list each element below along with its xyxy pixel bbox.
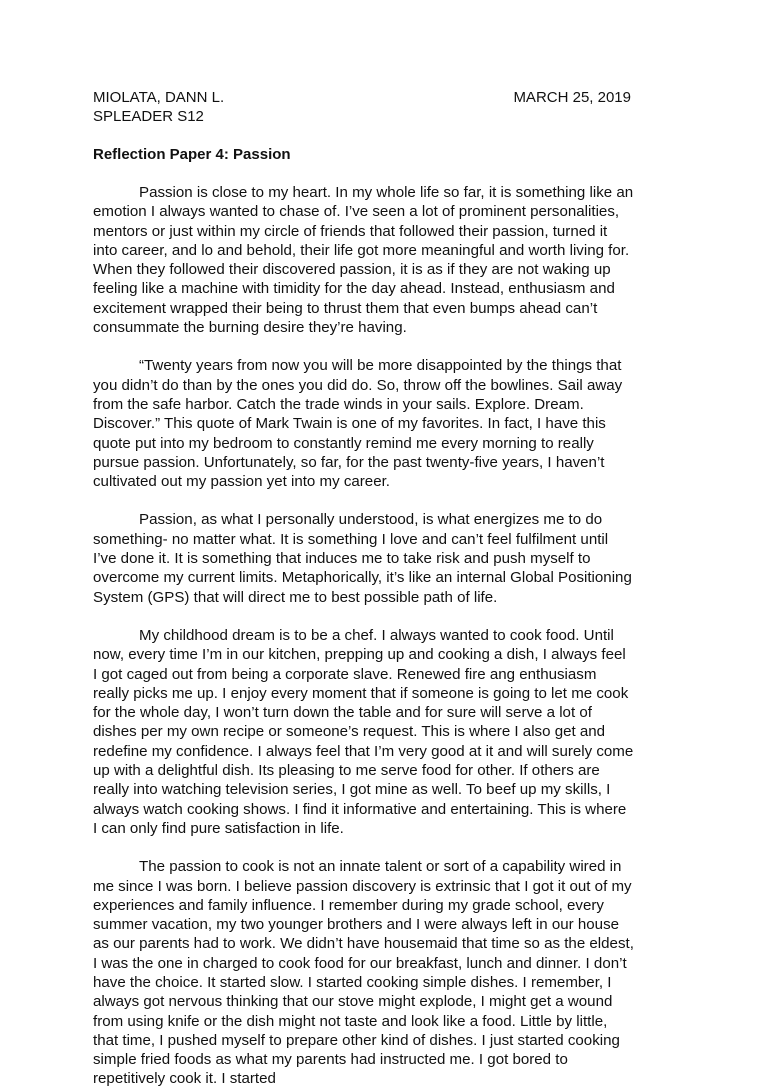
paragraph: Passion, as what I personally understood, is what energizes me to do something- no matter what. It is something I love and can’t feel fulfilment until I’ve done it. It is something that induces me to take risk and push myself to overcome my current limits. Metaphorically, it’s like an internal Global Positioning System (GPS) that will direct me to best possible path of life. — [93, 511, 632, 606]
paragraph: The passion to cook is not an innate talent or sort of a capability wired in me since I was born. I believe passion discovery is extrinsic that I got it out of my experiences and family influence. I remember during my grade school, every summer vacation, my two younger brothers and I were always left in our house as our parents had to work. We didn’t have housemaid that time so as the eldest, I was the one in charged to cook food for our breakfast, lunch and dinner. I don’t have the choice. It started slow. I started cooking simple dishes. I remember, I always got nervous thinking that our stove might explode, I might get a wound from using knife or the dish might not taste and look like a food. Little by little, that time, I pushed myself to prepare other kind of dishes. I just started cooking simple fried foods as what my parents had instructed me. I got bored to repetitively cook it. I started — [93, 858, 634, 1088]
paper-title: Reflection Paper 4: Passion — [93, 146, 291, 163]
document-date: MARCH 25, 2019 — [513, 89, 631, 106]
paragraph: My childhood dream is to be a chef. I always wanted to cook food. Until now, every time I’m in our kitchen, prepping up and cooking a dish, I always feel I got caged out from being a corporate slave. Renewed fire ang enthusiasm really picks me up. I enjoy every moment that if someone is going to let me cook for the whole day, I won’t turn down the table and for sure will serve a lot of dishes per my own recipe or someone’s request. This is where I also get and redefine my confidence. I always feel that I’m very good at it and will surely come up with a delightful dish. Its pleasing to me serve food for other. If others are really into watching television series, I got mine as well. To beef up my skills, I always watch cooking shows. I find it informative and entertaining. This is where I can only find pure satisfaction in life. — [93, 626, 634, 837]
author-name: MIOLATA, DANN L. — [93, 89, 225, 106]
paragraph: Passion is close to my heart. In my whole life so far, it is something like an emotion I always wanted to chase of. I’ve seen a lot of prominent personalities, mentors or just within my circle of friends that followed their passion, turned it into career, and lo and behold, their life got more meaningful and worth living for. When they followed their discovered passion, it is as if they are not waking up feeling like a machine with timidity for the day ahead. Instead, enthusiasm and excitement wrapped their being to thrust them that even bumps ahead can’t consummate the burning desire they’re having. — [93, 184, 634, 337]
paragraph: “Twenty years from now you will be more disappointed by the things that you didn’t do than by the ones you did do. So, throw off the bowlines. Sail away from the safe harbor. Catch the trade winds in your sails. Explore. Dream. Discover.” This quote of Mark Twain is one of my favorites. In fact, I have this quote put into my bedroom to constantly remind me every morning to really pursue passion. Unfortunately, so far, for the past twenty-five years, I haven’t cultivated out my passion yet into my career. — [93, 357, 623, 491]
header-row — [93, 88, 634, 107]
course-code: SPLEADER S12 — [93, 108, 204, 125]
